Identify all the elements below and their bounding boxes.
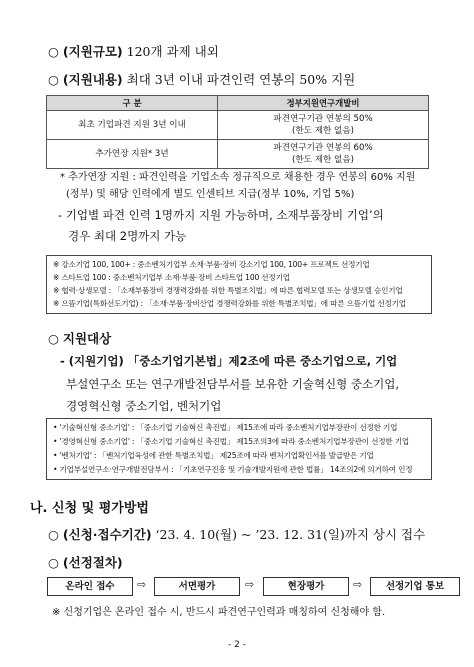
target-item-line1: - (지원기업) 「중소기업기본법」제2조에 따른 중소기업으로, 기업 xyxy=(60,354,398,368)
table-note-line2: (정부) 및 해당 인력에게 별도 인센티브 지급(정부 10%, 기업 5%) xyxy=(66,189,355,200)
apply-period: ‘23. 4. 10(월) ~ ’23. 12. 31(일)까지 상시 접수 xyxy=(155,527,426,542)
notice-box-companies xyxy=(46,255,432,314)
process-step-notification: 선정기업 통보 xyxy=(370,577,460,596)
support-table xyxy=(46,95,429,169)
section-heading: (신청·접수기간) xyxy=(62,527,152,542)
table-cell-budget xyxy=(218,140,429,169)
table-header-budget: 정부지원연구개발비 xyxy=(218,96,429,111)
section-scale xyxy=(48,42,219,60)
section-heading: (지원내용) xyxy=(62,72,123,87)
section-na-heading: 나. 신청 및 평가방법 xyxy=(30,501,149,516)
definition-line: • 기업부설연구소·연구개발전담부서 : 「기초연구진흥 및 기술개발지원에 관한 법률」 14조의2에 의거하여 인정 xyxy=(53,465,413,474)
arrow-right-icon: ⇨ xyxy=(245,578,255,591)
section-apply xyxy=(48,525,425,543)
process-step-online: 온라인 접수 xyxy=(47,577,133,596)
table-cell-category: 최초 기업파견 지원 3년 이내 xyxy=(47,111,218,140)
bullet: ○ xyxy=(48,331,59,346)
definition-line: • '벤처기업' : 「벤처기업육성에 관한 특별조치법」 제25조에 따라 벤처기업확인서를 발급받은 기업 xyxy=(53,451,374,460)
arrow-right-icon: ⇨ xyxy=(137,578,147,591)
notice-line: ※ 강소기업 100, 100+ : 중소벤처기업부 소재·부품·장비 강소기업 100, 100+ 프로젝트 선정기업 xyxy=(53,260,370,269)
dash-item-line1: - 기업별 파견 인력 1명까지 지원 가능하며, 소재부품장비 기업’의 xyxy=(58,208,384,222)
notice-line: ※ 스타트업 100 : 중소벤처기업부 소재·부품·장비 스타트업 100 선정기업 xyxy=(53,273,290,282)
dash-item-line2: 경우 최대 2명까지 가능 xyxy=(68,229,187,243)
table-header-row xyxy=(47,96,429,111)
table-cell-budget xyxy=(218,111,429,140)
process-step-site-review: 현장평가 xyxy=(263,577,349,596)
section-text: 최대 3년 이내 파견인력 연봉의 50% 지원 xyxy=(126,72,356,87)
notice-line: ※ 협력·상생모델 : 「소재부품장비 경쟁력강화를 위한 특별조치법」에 따른 협력모델 또는 상생모델 승인기업 xyxy=(53,286,403,295)
bullet: ○ xyxy=(48,72,59,87)
section-process xyxy=(48,553,123,571)
bullet: ○ xyxy=(48,555,59,570)
notice-line: ※ 으뜸기업(특화선도기업) : 「소재·부품·장비산업 경쟁력강화를 위한 특별조치법」에 따른 으뜸기업 선정기업 xyxy=(53,299,406,308)
table-row xyxy=(47,140,429,169)
budget-limit: (한도 제한 없음) xyxy=(292,126,354,136)
target-item-line3: 경영혁신형 중소기업, 벤처기업 xyxy=(66,399,222,413)
section-target xyxy=(48,329,111,347)
table-note-line1: * 추가연장 지원 : 파견인력을 기업소속 정규직으로 채용한 경우 연봉의 60% 지원 xyxy=(60,172,416,183)
definition-line: • '기술혁신형 중소기업' : 「중소기업 기술혁신 촉진법」 제15조에 따라 중소벤처기업부장관이 선정한 기업 xyxy=(53,423,398,432)
table-cell-category: 추가연장 지원* 3년 xyxy=(47,140,218,169)
section-content xyxy=(48,70,355,88)
page-number: - 2 - xyxy=(228,640,246,650)
table-header-category: 구 분 xyxy=(47,96,218,111)
budget-limit: (한도 제한 없음) xyxy=(292,155,354,165)
notice-box-definitions xyxy=(46,418,432,480)
arrow-right-icon: ⇨ xyxy=(353,578,363,591)
table-row xyxy=(47,111,429,140)
budget-line: 파견연구기관 연봉의 50% xyxy=(273,114,373,124)
target-item-line2: 부설연구소 또는 연구개발전담부서를 보유한 기술혁신형 중소기업, xyxy=(66,377,399,391)
section-heading: (선정절차) xyxy=(62,555,123,570)
budget-line: 파견연구기관 연봉의 60% xyxy=(273,143,373,153)
bullet: ○ xyxy=(48,527,59,542)
section-text: 120개 과제 내외 xyxy=(126,44,219,59)
section-heading: 지원대상 xyxy=(62,331,112,346)
definition-line: • '경영혁신형 중소기업' : 「중소기업 기술혁신 촉진법」 제15조의3에 따라 중소벤처기업부장관이 선정한 기업 xyxy=(53,437,409,446)
bullet: ○ xyxy=(48,44,59,59)
process-note: ※ 신청기업은 온라인 접수 시, 반드시 파견연구인력과 매칭하여 신청해야 함. xyxy=(52,607,386,618)
section-heading: (지원규모) xyxy=(62,44,123,59)
process-step-document-review: 서면평가 xyxy=(154,577,240,596)
